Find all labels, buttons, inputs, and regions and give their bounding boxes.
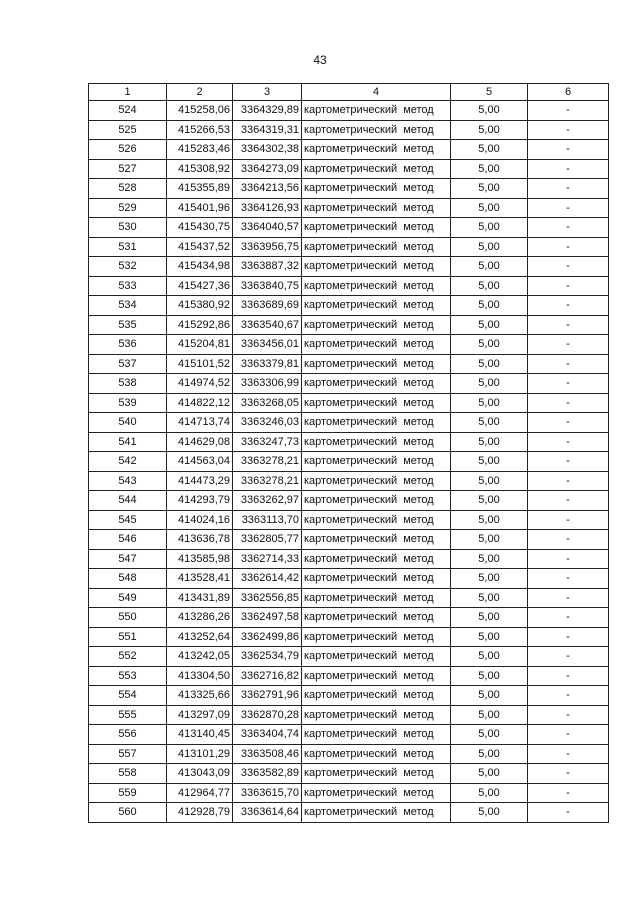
cell-point-number: 550 [89, 608, 167, 628]
cell-accuracy: 5,00 [451, 803, 528, 823]
cell-y-coordinate: 3364329,89 [233, 101, 302, 121]
cell-y-coordinate: 3362714,33 [233, 549, 302, 569]
cell-accuracy: 5,00 [451, 647, 528, 667]
table-row [89, 588, 609, 608]
cell-method: картометрический метод [302, 569, 451, 589]
cell-accuracy: 5,00 [451, 335, 528, 355]
table-row [89, 432, 609, 452]
cell-point-number: 532 [89, 257, 167, 277]
cell-y-coordinate: 3362534,79 [233, 647, 302, 667]
cell-method: картометрический метод [302, 257, 451, 277]
table-row [89, 530, 609, 550]
cell-point-number: 544 [89, 491, 167, 511]
table-row [89, 218, 609, 238]
cell-point-number: 533 [89, 276, 167, 296]
cell-y-coordinate: 3362791,96 [233, 686, 302, 706]
cell-method: картометрический метод [302, 393, 451, 413]
cell-x-coordinate: 413528,41 [167, 569, 233, 589]
cell-accuracy: 5,00 [451, 432, 528, 452]
cell-note: - [528, 686, 609, 706]
cell-method: картометрический метод [302, 296, 451, 316]
cell-note: - [528, 647, 609, 667]
cell-x-coordinate: 415437,52 [167, 237, 233, 257]
cell-method: картометрический метод [302, 764, 451, 784]
cell-y-coordinate: 3363887,32 [233, 257, 302, 277]
cell-y-coordinate: 3363278,21 [233, 471, 302, 491]
cell-note: - [528, 705, 609, 725]
cell-y-coordinate: 3363508,46 [233, 744, 302, 764]
cell-y-coordinate: 3363379,81 [233, 354, 302, 374]
cell-note: - [528, 218, 609, 238]
cell-x-coordinate: 415355,89 [167, 179, 233, 199]
cell-accuracy: 5,00 [451, 569, 528, 589]
cell-x-coordinate: 415292,86 [167, 315, 233, 335]
cell-method: картометрический метод [302, 101, 451, 121]
cell-note: - [528, 725, 609, 745]
table-row [89, 296, 609, 316]
table-row [89, 705, 609, 725]
table-row [89, 471, 609, 491]
cell-accuracy: 5,00 [451, 530, 528, 550]
cell-accuracy: 5,00 [451, 705, 528, 725]
cell-x-coordinate: 415430,75 [167, 218, 233, 238]
cell-method: картометрический метод [302, 744, 451, 764]
cell-note: - [528, 101, 609, 121]
cell-point-number: 553 [89, 666, 167, 686]
cell-accuracy: 5,00 [451, 159, 528, 179]
cell-point-number: 546 [89, 530, 167, 550]
cell-point-number: 543 [89, 471, 167, 491]
cell-x-coordinate: 413286,26 [167, 608, 233, 628]
cell-point-number: 525 [89, 120, 167, 140]
cell-y-coordinate: 3364302,38 [233, 140, 302, 160]
coordinates-table [88, 83, 609, 823]
cell-note: - [528, 354, 609, 374]
table-body [89, 101, 609, 823]
cell-method: картометрический метод [302, 510, 451, 530]
cell-method: картометрический метод [302, 432, 451, 452]
cell-point-number: 526 [89, 140, 167, 160]
cell-accuracy: 5,00 [451, 218, 528, 238]
table-row [89, 783, 609, 803]
cell-point-number: 529 [89, 198, 167, 218]
cell-y-coordinate: 3362716,82 [233, 666, 302, 686]
column-header: 6 [528, 84, 609, 101]
cell-method: картометрический метод [302, 705, 451, 725]
cell-accuracy: 5,00 [451, 725, 528, 745]
cell-accuracy: 5,00 [451, 588, 528, 608]
cell-y-coordinate: 3362556,85 [233, 588, 302, 608]
cell-method: картометрический метод [302, 530, 451, 550]
cell-note: - [528, 744, 609, 764]
cell-x-coordinate: 414563,04 [167, 452, 233, 472]
cell-x-coordinate: 415258,06 [167, 101, 233, 121]
cell-y-coordinate: 3364040,57 [233, 218, 302, 238]
table-row [89, 335, 609, 355]
table-header-row [89, 84, 609, 101]
cell-accuracy: 5,00 [451, 374, 528, 394]
cell-y-coordinate: 3363247,73 [233, 432, 302, 452]
table-row [89, 315, 609, 335]
cell-note: - [528, 783, 609, 803]
table-row [89, 276, 609, 296]
table-row [89, 627, 609, 647]
table-row [89, 413, 609, 433]
cell-accuracy: 5,00 [451, 764, 528, 784]
cell-note: - [528, 257, 609, 277]
cell-note: - [528, 569, 609, 589]
cell-method: картометрический метод [302, 452, 451, 472]
cell-point-number: 555 [89, 705, 167, 725]
cell-method: картометрический метод [302, 237, 451, 257]
cell-x-coordinate: 414473,29 [167, 471, 233, 491]
cell-x-coordinate: 413101,29 [167, 744, 233, 764]
cell-accuracy: 5,00 [451, 608, 528, 628]
cell-x-coordinate: 414024,16 [167, 510, 233, 530]
cell-accuracy: 5,00 [451, 627, 528, 647]
cell-note: - [528, 198, 609, 218]
cell-x-coordinate: 413140,45 [167, 725, 233, 745]
cell-y-coordinate: 3363113,70 [233, 510, 302, 530]
table-row [89, 647, 609, 667]
cell-note: - [528, 374, 609, 394]
cell-y-coordinate: 3364319,31 [233, 120, 302, 140]
cell-point-number: 545 [89, 510, 167, 530]
cell-note: - [528, 237, 609, 257]
cell-x-coordinate: 413304,50 [167, 666, 233, 686]
cell-point-number: 552 [89, 647, 167, 667]
table-row [89, 764, 609, 784]
cell-y-coordinate: 3364273,09 [233, 159, 302, 179]
table-row [89, 510, 609, 530]
cell-accuracy: 5,00 [451, 666, 528, 686]
page-number: 43 [313, 53, 327, 67]
cell-accuracy: 5,00 [451, 686, 528, 706]
cell-point-number: 541 [89, 432, 167, 452]
cell-note: - [528, 803, 609, 823]
table-row [89, 666, 609, 686]
cell-x-coordinate: 412928,79 [167, 803, 233, 823]
cell-accuracy: 5,00 [451, 413, 528, 433]
cell-accuracy: 5,00 [451, 257, 528, 277]
cell-note: - [528, 452, 609, 472]
cell-x-coordinate: 414713,74 [167, 413, 233, 433]
cell-y-coordinate: 3363582,89 [233, 764, 302, 784]
cell-accuracy: 5,00 [451, 354, 528, 374]
cell-y-coordinate: 3363614,64 [233, 803, 302, 823]
cell-method: картометрический метод [302, 588, 451, 608]
table-row [89, 354, 609, 374]
cell-point-number: 547 [89, 549, 167, 569]
cell-x-coordinate: 413431,89 [167, 588, 233, 608]
cell-method: картометрический метод [302, 159, 451, 179]
table-row [89, 198, 609, 218]
cell-accuracy: 5,00 [451, 783, 528, 803]
cell-method: картометрический метод [302, 218, 451, 238]
table-row [89, 725, 609, 745]
cell-point-number: 538 [89, 374, 167, 394]
cell-point-number: 540 [89, 413, 167, 433]
cell-point-number: 524 [89, 101, 167, 121]
table-row [89, 686, 609, 706]
cell-method: картометрический метод [302, 335, 451, 355]
cell-note: - [528, 276, 609, 296]
cell-x-coordinate: 415434,98 [167, 257, 233, 277]
cell-method: картометрический метод [302, 276, 451, 296]
table-row [89, 608, 609, 628]
cell-x-coordinate: 415266,53 [167, 120, 233, 140]
cell-note: - [528, 179, 609, 199]
cell-x-coordinate: 414974,52 [167, 374, 233, 394]
cell-note: - [528, 491, 609, 511]
table-row [89, 744, 609, 764]
cell-y-coordinate: 3363306,99 [233, 374, 302, 394]
cell-accuracy: 5,00 [451, 510, 528, 530]
cell-method: картометрический метод [302, 549, 451, 569]
cell-y-coordinate: 3364126,93 [233, 198, 302, 218]
cell-note: - [528, 627, 609, 647]
cell-x-coordinate: 413585,98 [167, 549, 233, 569]
cell-note: - [528, 413, 609, 433]
cell-point-number: 556 [89, 725, 167, 745]
table-row [89, 549, 609, 569]
cell-accuracy: 5,00 [451, 101, 528, 121]
table-row [89, 491, 609, 511]
cell-method: картометрический метод [302, 315, 451, 335]
column-header: 2 [167, 84, 233, 101]
cell-x-coordinate: 413252,64 [167, 627, 233, 647]
cell-accuracy: 5,00 [451, 276, 528, 296]
cell-point-number: 558 [89, 764, 167, 784]
cell-y-coordinate: 3364213,56 [233, 179, 302, 199]
cell-y-coordinate: 3363689,69 [233, 296, 302, 316]
cell-accuracy: 5,00 [451, 179, 528, 199]
cell-y-coordinate: 3362870,28 [233, 705, 302, 725]
cell-point-number: 557 [89, 744, 167, 764]
cell-accuracy: 5,00 [451, 393, 528, 413]
cell-x-coordinate: 414822,12 [167, 393, 233, 413]
cell-point-number: 551 [89, 627, 167, 647]
cell-point-number: 549 [89, 588, 167, 608]
cell-accuracy: 5,00 [451, 120, 528, 140]
table-row [89, 257, 609, 277]
cell-x-coordinate: 415308,92 [167, 159, 233, 179]
cell-note: - [528, 666, 609, 686]
cell-accuracy: 5,00 [451, 549, 528, 569]
cell-point-number: 559 [89, 783, 167, 803]
column-header: 3 [233, 84, 302, 101]
cell-point-number: 535 [89, 315, 167, 335]
column-header: 4 [302, 84, 451, 101]
cell-note: - [528, 393, 609, 413]
cell-note: - [528, 120, 609, 140]
cell-accuracy: 5,00 [451, 315, 528, 335]
cell-y-coordinate: 3362614,42 [233, 569, 302, 589]
cell-method: картометрический метод [302, 725, 451, 745]
cell-method: картометрический метод [302, 120, 451, 140]
cell-point-number: 548 [89, 569, 167, 589]
cell-y-coordinate: 3363404,74 [233, 725, 302, 745]
cell-method: картометрический метод [302, 783, 451, 803]
cell-method: картометрический метод [302, 803, 451, 823]
cell-point-number: 537 [89, 354, 167, 374]
table-row [89, 237, 609, 257]
table-row [89, 803, 609, 823]
cell-note: - [528, 315, 609, 335]
cell-point-number: 554 [89, 686, 167, 706]
cell-point-number: 528 [89, 179, 167, 199]
cell-note: - [528, 588, 609, 608]
cell-accuracy: 5,00 [451, 744, 528, 764]
cell-note: - [528, 530, 609, 550]
cell-y-coordinate: 3363456,01 [233, 335, 302, 355]
table-row [89, 374, 609, 394]
cell-x-coordinate: 413242,05 [167, 647, 233, 667]
cell-method: картометрический метод [302, 647, 451, 667]
cell-y-coordinate: 3363956,75 [233, 237, 302, 257]
cell-note: - [528, 608, 609, 628]
cell-point-number: 560 [89, 803, 167, 823]
cell-x-coordinate: 415380,92 [167, 296, 233, 316]
cell-x-coordinate: 413325,66 [167, 686, 233, 706]
cell-x-coordinate: 415101,52 [167, 354, 233, 374]
cell-y-coordinate: 3363262,97 [233, 491, 302, 511]
cell-point-number: 542 [89, 452, 167, 472]
cell-y-coordinate: 3363540,67 [233, 315, 302, 335]
cell-y-coordinate: 3363278,21 [233, 452, 302, 472]
cell-method: картометрический метод [302, 198, 451, 218]
cell-note: - [528, 335, 609, 355]
cell-method: картометрический метод [302, 413, 451, 433]
cell-method: картометрический метод [302, 686, 451, 706]
cell-y-coordinate: 3363615,70 [233, 783, 302, 803]
cell-note: - [528, 764, 609, 784]
table-row [89, 159, 609, 179]
cell-method: картометрический метод [302, 354, 451, 374]
cell-point-number: 539 [89, 393, 167, 413]
cell-accuracy: 5,00 [451, 198, 528, 218]
cell-note: - [528, 140, 609, 160]
cell-method: картометрический метод [302, 608, 451, 628]
cell-accuracy: 5,00 [451, 491, 528, 511]
cell-y-coordinate: 3362499,86 [233, 627, 302, 647]
cell-point-number: 531 [89, 237, 167, 257]
cell-y-coordinate: 3363246,03 [233, 413, 302, 433]
cell-note: - [528, 471, 609, 491]
cell-method: картометрический метод [302, 627, 451, 647]
cell-x-coordinate: 412964,77 [167, 783, 233, 803]
cell-method: картометрический метод [302, 666, 451, 686]
cell-method: картометрический метод [302, 374, 451, 394]
column-header: 5 [451, 84, 528, 101]
cell-accuracy: 5,00 [451, 296, 528, 316]
cell-y-coordinate: 3362497,58 [233, 608, 302, 628]
cell-accuracy: 5,00 [451, 140, 528, 160]
cell-note: - [528, 159, 609, 179]
cell-note: - [528, 296, 609, 316]
cell-note: - [528, 510, 609, 530]
cell-method: картометрический метод [302, 471, 451, 491]
table-row [89, 140, 609, 160]
cell-x-coordinate: 414293,79 [167, 491, 233, 511]
cell-point-number: 536 [89, 335, 167, 355]
cell-y-coordinate: 3362805,77 [233, 530, 302, 550]
cell-x-coordinate: 413043,09 [167, 764, 233, 784]
cell-x-coordinate: 413297,09 [167, 705, 233, 725]
cell-point-number: 534 [89, 296, 167, 316]
cell-accuracy: 5,00 [451, 237, 528, 257]
table-row [89, 452, 609, 472]
table-row [89, 393, 609, 413]
cell-method: картометрический метод [302, 140, 451, 160]
cell-x-coordinate: 415283,46 [167, 140, 233, 160]
table-row [89, 120, 609, 140]
cell-point-number: 530 [89, 218, 167, 238]
cell-accuracy: 5,00 [451, 471, 528, 491]
cell-x-coordinate: 415427,36 [167, 276, 233, 296]
table-row [89, 569, 609, 589]
cell-note: - [528, 549, 609, 569]
cell-method: картометрический метод [302, 179, 451, 199]
cell-y-coordinate: 3363268,05 [233, 393, 302, 413]
cell-accuracy: 5,00 [451, 452, 528, 472]
cell-point-number: 527 [89, 159, 167, 179]
cell-x-coordinate: 415204,81 [167, 335, 233, 355]
cell-x-coordinate: 413636,78 [167, 530, 233, 550]
cell-note: - [528, 432, 609, 452]
cell-y-coordinate: 3363840,75 [233, 276, 302, 296]
cell-x-coordinate: 415401,96 [167, 198, 233, 218]
cell-method: картометрический метод [302, 491, 451, 511]
column-header: 1 [89, 84, 167, 101]
cell-x-coordinate: 414629,08 [167, 432, 233, 452]
table-row [89, 179, 609, 199]
table-row [89, 101, 609, 121]
